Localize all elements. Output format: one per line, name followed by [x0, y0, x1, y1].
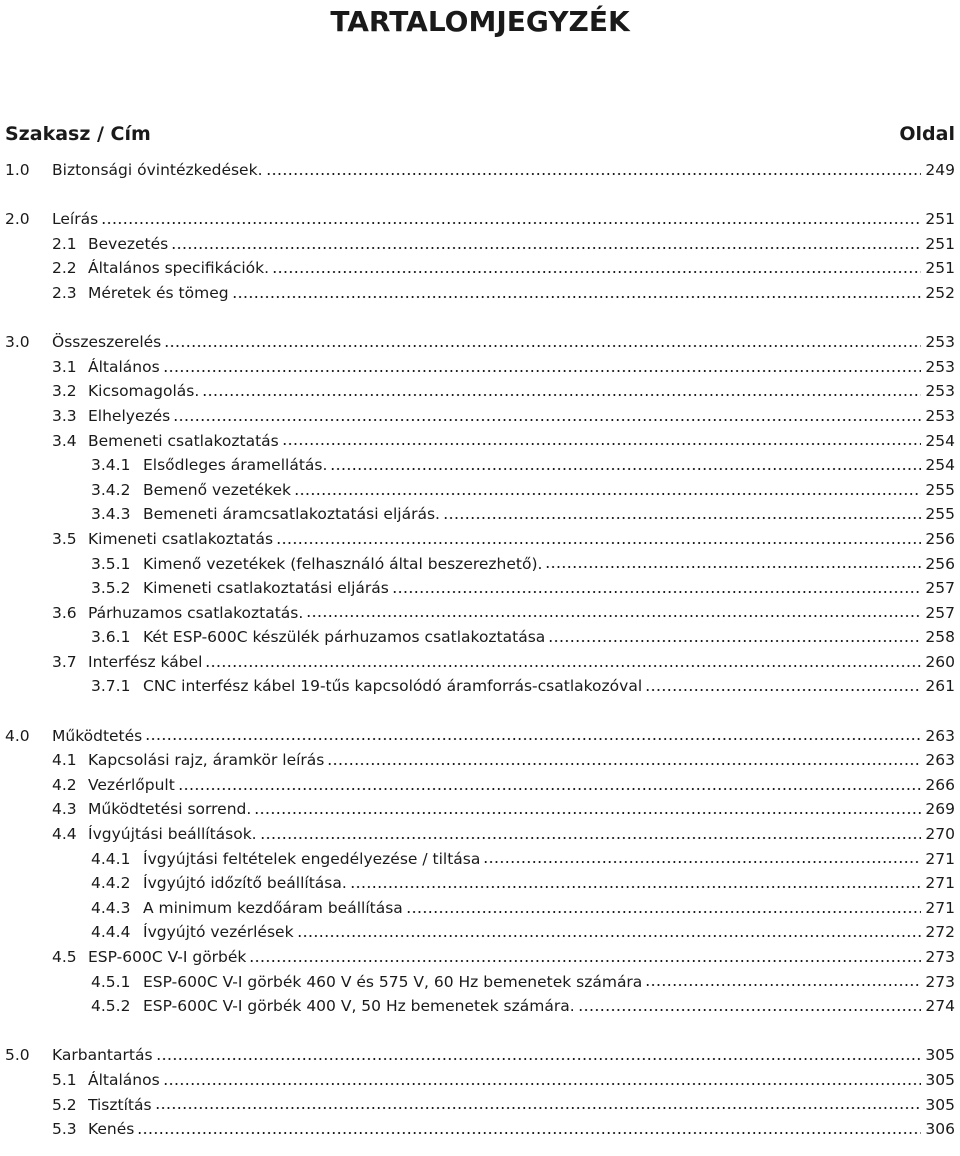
- toc-entry-page: 271: [925, 849, 955, 868]
- toc-entry-page: 255: [925, 505, 955, 524]
- toc-section-3: [0, 330, 960, 699]
- toc-entry-number: 4.1: [52, 751, 77, 770]
- toc-entry-title: Bemeneti áramcsatlakoztatási eljárás.: [143, 505, 440, 524]
- toc-entry-number: 2.2: [52, 259, 77, 278]
- toc-entry[interactable]: [0, 281, 960, 306]
- toc-entry-number: 4.4.4: [91, 923, 131, 942]
- toc-entry-page: 272: [925, 923, 955, 942]
- toc-entry-title: Működtetés: [52, 726, 143, 745]
- toc-section-5: [0, 1043, 960, 1141]
- toc-entry[interactable]: [0, 601, 960, 626]
- dot-leader: [306, 615, 921, 617]
- toc-entry-page: 254: [925, 431, 955, 450]
- toc-entry-title: ESP-600C V-I görbék 460 V és 575 V, 60 Hz bemenetek számára: [143, 972, 643, 991]
- toc-entry-number: 5.0: [5, 1046, 30, 1065]
- toc-entry[interactable]: [0, 232, 960, 257]
- toc-entry-number: 4.5: [52, 948, 77, 966]
- toc-entry-page: 253: [925, 406, 955, 425]
- toc-entry-number: 3.5.1: [91, 554, 131, 573]
- toc-entry-page: 254: [925, 456, 955, 475]
- toc-entry-page: 306: [925, 1120, 955, 1139]
- toc-entry-title: Kimeneti csatlakoztatás: [88, 529, 274, 548]
- toc-entry[interactable]: [0, 920, 960, 945]
- toc-entry-number: 5.1: [52, 1070, 77, 1089]
- toc-entry[interactable]: [0, 773, 960, 798]
- toc-entry-page: 305: [925, 1095, 955, 1114]
- toc-entry-number: 3.2: [52, 382, 77, 401]
- dot-leader: [232, 296, 922, 298]
- toc-entry-page: 251: [925, 210, 955, 229]
- toc-entry-title: Ívgyújtó időzítő beállítása.: [143, 874, 347, 893]
- dot-leader: [297, 935, 922, 937]
- toc-entry-page: 261: [925, 677, 955, 696]
- toc-entry-number: 5.3: [52, 1120, 77, 1139]
- toc-entry-number: 4.2: [52, 775, 77, 794]
- toc-entry-title: Biztonsági óvintézkedések.: [52, 161, 263, 179]
- dot-leader: [202, 394, 921, 396]
- column-header-page: Oldal: [899, 123, 955, 145]
- toc-entry-title: CNC interfész kábel 19-tűs kapcsolódó áramforrás-csatlakozóval: [143, 677, 643, 696]
- toc-entry-title: Tisztítás: [88, 1095, 152, 1114]
- toc-entry-page: 252: [925, 283, 955, 302]
- toc-entry-title: Kicsomagolás.: [88, 382, 200, 401]
- toc-entry[interactable]: [0, 748, 960, 773]
- toc-entry[interactable]: [0, 576, 960, 601]
- toc-entry-page: 253: [925, 333, 955, 352]
- toc-entry-title: Kapcsolási rajz, áramkör leírás: [88, 751, 325, 770]
- toc-entry[interactable]: [0, 207, 960, 232]
- toc-entry[interactable]: [0, 724, 960, 749]
- dot-leader: [282, 443, 922, 445]
- toc-entry-number: 4.5.2: [91, 997, 131, 1016]
- toc-entry-title: Általános specifikációk.: [88, 259, 270, 278]
- toc-entry[interactable]: [0, 970, 960, 995]
- toc-entry[interactable]: [0, 429, 960, 454]
- toc-entry[interactable]: [0, 896, 960, 921]
- dot-leader: [578, 1009, 922, 1011]
- toc-entry-page: 255: [925, 480, 955, 499]
- dot-leader: [260, 837, 922, 839]
- toc-entry[interactable]: [0, 502, 960, 527]
- toc-entry-title: Ívgyújtási feltételek engedélyezése / tiltása: [143, 849, 481, 868]
- toc-entry-title: Általános: [88, 1070, 160, 1089]
- toc-entry-title: Kenés: [88, 1120, 135, 1139]
- toc-entry-number: 4.4: [52, 825, 77, 844]
- dot-leader: [171, 247, 921, 249]
- toc-entry-title: Karbantartás: [52, 1046, 153, 1065]
- dot-leader: [156, 1058, 922, 1060]
- toc-section-1: [0, 158, 960, 183]
- table-of-contents: [0, 158, 960, 1142]
- toc-entry-number: 2.1: [52, 234, 77, 253]
- toc-entry-title: Leírás: [52, 210, 99, 229]
- toc-entry-page: 263: [925, 751, 955, 770]
- toc-entry[interactable]: [0, 822, 960, 847]
- toc-entry-title: Elsődleges áramellátás.: [143, 456, 328, 475]
- toc-entry-number: 3.4.2: [91, 480, 131, 499]
- toc-entry-number: 3.4.3: [91, 505, 131, 524]
- toc-entry[interactable]: [0, 797, 960, 822]
- toc-entry-page: 251: [925, 259, 955, 278]
- toc-entry-page: 257: [925, 603, 955, 622]
- dot-leader: [173, 419, 921, 421]
- dot-leader: [548, 640, 921, 642]
- dot-leader: [155, 1107, 922, 1109]
- toc-entry-page: 253: [925, 382, 955, 401]
- dot-leader: [164, 345, 921, 347]
- toc-entry[interactable]: [0, 871, 960, 896]
- toc-entry[interactable]: [0, 994, 960, 1019]
- toc-entry-number: 4.4.1: [91, 849, 131, 868]
- toc-entry[interactable]: [0, 355, 960, 380]
- dot-leader: [205, 665, 921, 667]
- toc-entry[interactable]: [0, 625, 960, 650]
- toc-entry-title: Elhelyezés: [88, 406, 171, 425]
- toc-entry[interactable]: [0, 1093, 960, 1118]
- toc-entry-number: 3.4: [52, 431, 77, 450]
- dot-leader: [545, 566, 921, 568]
- toc-entry-title: Ívgyújtási beállítások.: [88, 825, 257, 844]
- dot-leader: [272, 271, 921, 273]
- toc-section-4: [0, 724, 960, 1019]
- toc-entry-number: 3.5: [52, 529, 77, 548]
- toc-entry-number: 3.4.1: [91, 456, 131, 475]
- toc-entry-title: A minimum kezdőáram beállítása: [143, 898, 403, 917]
- toc-entry[interactable]: [0, 330, 960, 355]
- dot-leader: [350, 886, 922, 888]
- dot-leader: [145, 738, 921, 740]
- toc-entry-page: 263: [925, 726, 955, 745]
- toc-entry-title: ESP-600C V-I görbék 400 V, 50 Hz bemenetek számára.: [143, 997, 575, 1016]
- toc-entry-page: 256: [925, 554, 955, 573]
- dot-leader: [392, 591, 922, 593]
- toc-entry-title: Bevezetés: [88, 234, 169, 253]
- toc-entry-title: Interfész kábel: [88, 652, 203, 671]
- toc-entry-title: Általános: [88, 357, 160, 376]
- toc-entry-number: 4.4.3: [91, 898, 131, 917]
- toc-entry-number: 4.0: [5, 726, 30, 745]
- toc-entry-number: 3.1: [52, 357, 77, 376]
- toc-entry-page: 260: [925, 652, 955, 671]
- dot-leader: [101, 222, 921, 224]
- toc-entry-page: 271: [925, 874, 955, 893]
- dot-leader: [276, 542, 921, 544]
- toc-entry[interactable]: [0, 158, 960, 183]
- toc-entry[interactable]: [0, 1117, 960, 1142]
- toc-entry-title: Kimenő vezetékek (felhasználó által beszerezhető).: [143, 554, 543, 573]
- toc-entry-number: 3.7.1: [91, 677, 131, 696]
- toc-entry-page: 274: [925, 997, 955, 1016]
- dot-leader: [137, 1132, 921, 1134]
- dot-leader: [294, 493, 921, 495]
- dot-leader: [443, 517, 921, 519]
- toc-entry-page: 249: [925, 161, 955, 179]
- toc-entry-page: 253: [925, 357, 955, 376]
- column-header-section: Szakasz / Cím: [5, 123, 151, 145]
- toc-entry-number: 2.3: [52, 283, 77, 302]
- toc-entry-page: 273: [925, 972, 955, 991]
- toc-entry-number: 4.5.1: [91, 972, 131, 991]
- toc-entry-page: 305: [925, 1070, 955, 1089]
- toc-entry-title: Bemenő vezetékek: [143, 480, 291, 499]
- toc-entry-page: 269: [925, 800, 955, 819]
- toc-entry-number: 4.4.2: [91, 874, 131, 893]
- toc-entry-title: Kimeneti csatlakoztatási eljárás: [143, 579, 389, 598]
- toc-entry-title: Működtetési sorrend.: [88, 800, 252, 819]
- dot-leader: [163, 370, 922, 372]
- toc-entry-page: 305: [925, 1046, 955, 1065]
- toc-entry-number: 1.0: [5, 161, 30, 179]
- toc-entry[interactable]: [0, 256, 960, 281]
- toc-entry-page: 256: [925, 529, 955, 548]
- toc-entry-page: 251: [925, 234, 955, 253]
- toc-entry-number: 2.0: [5, 210, 30, 229]
- dot-leader: [266, 173, 922, 175]
- toc-entry-page: 271: [925, 898, 955, 917]
- page-title: TARTALOMJEGYZÉK: [330, 5, 630, 38]
- toc-entry[interactable]: [0, 1068, 960, 1093]
- toc-entry[interactable]: [0, 379, 960, 404]
- toc-entry-number: 3.6.1: [91, 628, 131, 647]
- dot-leader: [249, 960, 921, 962]
- toc-entry-number: 3.7: [52, 652, 77, 671]
- toc-entry[interactable]: [0, 674, 960, 699]
- toc-entry-page: 273: [925, 948, 955, 966]
- dot-leader: [483, 861, 921, 863]
- toc-entry-page: 258: [925, 628, 955, 647]
- toc-entry-title: Párhuzamos csatlakoztatás.: [88, 603, 304, 622]
- dot-leader: [327, 763, 921, 765]
- toc-entry-title: Két ESP-600C készülék párhuzamos csatlakoztatása: [143, 628, 546, 647]
- toc-entry[interactable]: [0, 404, 960, 429]
- toc-entry-title: Összeszerelés: [52, 333, 162, 352]
- toc-entry[interactable]: [0, 453, 960, 478]
- dot-leader: [330, 468, 921, 470]
- toc-entry-title: Vezérlőpult: [88, 775, 175, 794]
- toc-entry[interactable]: [0, 1043, 960, 1068]
- dot-leader: [178, 788, 922, 790]
- toc-entry-number: 3.6: [52, 603, 77, 622]
- toc-entry-title: Bemeneti csatlakoztatás: [88, 431, 279, 450]
- toc-entry[interactable]: [0, 527, 960, 552]
- toc-entry-title: Méretek és tömeg: [88, 283, 229, 302]
- toc-entry-number: 3.5.2: [91, 579, 131, 598]
- toc-entry-number: 3.0: [5, 333, 30, 352]
- toc-entry-number: 5.2: [52, 1095, 77, 1114]
- dot-leader: [163, 1083, 922, 1085]
- toc-entry[interactable]: [0, 552, 960, 577]
- toc-section-2: [0, 207, 960, 305]
- toc-entry-title: Ívgyújtó vezérlések: [143, 923, 294, 942]
- toc-entry[interactable]: [0, 847, 960, 872]
- toc-entry[interactable]: [0, 650, 960, 675]
- dot-leader: [254, 812, 921, 814]
- dot-leader: [645, 689, 921, 691]
- toc-entry-page: 266: [925, 775, 955, 794]
- toc-entry[interactable]: [0, 478, 960, 503]
- toc-entry[interactable]: [0, 945, 960, 970]
- dot-leader: [645, 984, 921, 986]
- toc-entry-number: 4.3: [52, 800, 77, 819]
- dot-leader: [406, 911, 922, 913]
- toc-entry-title: ESP-600C V-I görbék: [88, 948, 247, 966]
- toc-entry-page: 257: [925, 579, 955, 598]
- toc-entry-page: 270: [925, 825, 955, 844]
- toc-entry-number: 3.3: [52, 406, 77, 425]
